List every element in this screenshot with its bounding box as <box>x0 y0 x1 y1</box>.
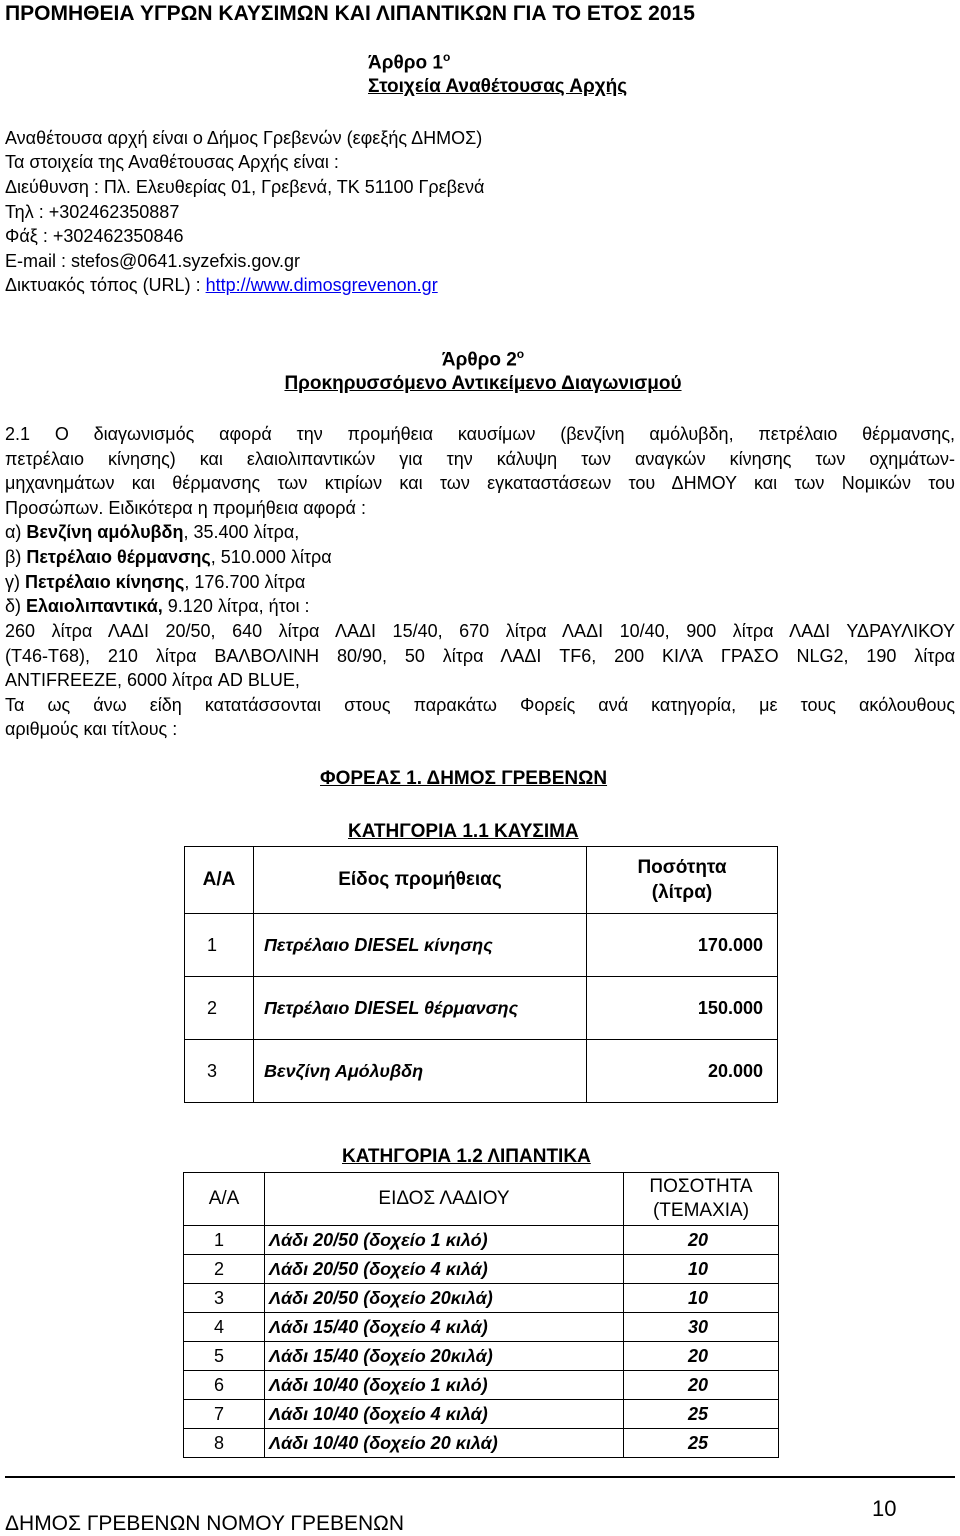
art2-paragraph-line: πετρέλαιο κίνησης) και ελαιολιπαντικών για την κάλυψη των αναγκών κίνησης των οχημάτων- <box>5 449 955 469</box>
art1-line: Αναθέτουσα αρχή είναι ο Δήμος Γρεβενών (εφεξής ΔΗΜΟΣ) <box>5 128 483 148</box>
row-number: 1 <box>185 914 254 977</box>
row-quantity: 20 <box>624 1371 779 1400</box>
art1-line: E-mail : stefos@0641.syzefxis.gov.gr <box>5 251 301 271</box>
lubricant-detail-line: ANTIFREEZE, 6000 λίτρα AD BLUE, <box>5 670 300 690</box>
category-2-title: ΚΑΤΗΓΟΡΙΑ 1.2 ΛΙΠΑΝΤΙΚΑ <box>342 1146 591 1167</box>
foreas-title: ΦΟΡΕΑΣ 1. ΔΗΜΟΣ ΓΡΕΒΕΝΩΝ <box>320 768 608 789</box>
table-row <box>185 914 778 977</box>
website-link[interactable]: http://www.dimosgrevenon.gr <box>205 275 438 295</box>
table-row <box>184 1371 779 1400</box>
page-number: 10 <box>872 1496 897 1521</box>
supply-item: δ) Ελαιολιπαντικά, 9.120 λίτρα, ήτοι : <box>5 596 310 616</box>
row-quantity: 30 <box>624 1313 779 1342</box>
url-line: Δικτυακός τόπος (URL) : http://www.dimosgrevenon.gr <box>5 275 438 295</box>
table-row <box>184 1400 779 1429</box>
closing-line: Τα ως άνω είδη κατατάσσονται στους παρακάτω Φορείς ανά κατηγορία, με τους ακόλουθους <box>5 695 955 715</box>
article-2-subtitle: Προκηρυσσόμενο Αντικείμενο Διαγωνισμού <box>284 373 682 394</box>
art2-paragraph-line: Προσώπων. Ειδικότερα η προμήθεια αφορά : <box>5 498 366 518</box>
row-item: Λάδι 15/40 (δοχείο 4 κιλά) <box>265 1313 624 1342</box>
row-quantity: 20.000 <box>587 1040 778 1103</box>
header-aa: Α/Α <box>185 847 254 914</box>
row-number: 2 <box>185 977 254 1040</box>
art2-paragraph-line: μηχανημάτων και θέρμανσης των κτιρίων και των εγκαταστάσεων του ΔΗΜΟΥ και των Νομικών του <box>5 473 955 493</box>
row-item: Πετρέλαιο DIESEL κίνησης <box>254 914 587 977</box>
page-title: ΠΡΟΜΗΘΕΙΑ ΥΓΡΩΝ ΚΑΥΣΙΜΩΝ ΚΑΙ ΛΙΠΑΝΤΙΚΩΝ ΓΙΑ ΤΟ ΕΤΟΣ 2015 <box>5 2 695 25</box>
category-1-title: ΚΑΤΗΓΟΡΙΑ 1.1 ΚΑΥΣΙΜΑ <box>348 821 579 842</box>
closing-line: αριθμούς και τίτλους : <box>5 719 178 739</box>
article-1-heading: Άρθρο $1^o$ <box>368 50 451 74</box>
row-item: Λάδι 20/50 (δοχείο 1 κιλό) <box>265 1226 624 1255</box>
row-item: Λάδι 15/40 (δοχείο 20κιλά) <box>265 1342 624 1371</box>
article-1-subtitle: Στοιχεία Αναθέτουσας Αρχής <box>368 76 628 97</box>
row-number: 3 <box>184 1284 265 1313</box>
row-number: 4 <box>184 1313 265 1342</box>
row-quantity: 170.000 <box>587 914 778 977</box>
supply-item: β) Πετρέλαιο θέρμανσης, 510.000 λίτρα <box>5 547 332 567</box>
footer-text: ΔΗΜΟΣ ΓΡΕΒΕΝΩΝ ΝΟΜΟΥ ΓΡΕΒΕΝΩΝ <box>5 1512 405 1535</box>
row-number: 5 <box>184 1342 265 1371</box>
row-item: Λάδι 20/50 (δοχείο 20κιλά) <box>265 1284 624 1313</box>
row-number: 8 <box>184 1429 265 1458</box>
row-quantity: 25 <box>624 1429 779 1458</box>
art1-line: Διεύθυνση : Πλ. Ελευθερίας 01, Γρεβενά, ΤΚ 51100 Γρεβενά <box>5 177 485 197</box>
supply-item: α) Βενζίνη αμόλυβδη, 35.400 λίτρα, <box>5 522 300 542</box>
fuel-table <box>184 846 778 1103</box>
supply-item: γ) Πετρέλαιο κίνησης, 176.700 λίτρα <box>5 572 306 592</box>
row-item: Λάδι 10/40 (δοχείο 1 κιλό) <box>265 1371 624 1400</box>
art1-line: Τηλ : +302462350887 <box>5 202 180 222</box>
row-item: Πετρέλαιο DIESEL θέρμανσης <box>254 977 587 1040</box>
art2-paragraph-line: 2.1 Ο διαγωνισμός αφορά την προμήθεια καυσίμων (βενζίνη αμόλυβδη, πετρέλαιο θέρμανσης, <box>5 424 955 444</box>
table-header-row <box>185 847 778 914</box>
header-aa: Α/Α <box>184 1173 265 1226</box>
art1-line: Φάξ : +302462350846 <box>5 226 184 246</box>
header-item: Είδος προμήθειας <box>254 847 587 914</box>
table-row <box>184 1313 779 1342</box>
row-number: 3 <box>185 1040 254 1103</box>
table-header-row <box>184 1173 779 1226</box>
lubricants-table <box>183 1172 779 1458</box>
row-item: Λάδι 10/40 (δοχείο 20 κιλά) <box>265 1429 624 1458</box>
table-row <box>184 1342 779 1371</box>
table-row <box>184 1255 779 1284</box>
lubricant-detail-line: 260 λίτρα ΛΑΔΙ 20/50, 640 λίτρα ΛΑΔΙ 15/40, 670 λίτρα ΛΑΔΙ 10/40, 900 λίτρα ΛΑΔΙ ΥΔΡΑΥΛΙΚΟΥ <box>5 621 955 641</box>
table-row <box>185 977 778 1040</box>
row-number: 1 <box>184 1226 265 1255</box>
header-item: ΕΙΔΟΣ ΛΑΔΙΟΥ <box>265 1173 624 1226</box>
footer-divider <box>5 1476 955 1478</box>
row-number: 7 <box>184 1400 265 1429</box>
row-quantity: 25 <box>624 1400 779 1429</box>
row-quantity: 20 <box>624 1342 779 1371</box>
table-row <box>185 1040 778 1103</box>
table-row <box>184 1284 779 1313</box>
row-quantity: 20 <box>624 1226 779 1255</box>
row-number: 2 <box>184 1255 265 1284</box>
header-quantity: Ποσότητα (λίτρα) <box>587 847 778 914</box>
row-item: Λάδι 10/40 (δοχείο 4 κιλά) <box>265 1400 624 1429</box>
row-quantity: 10 <box>624 1284 779 1313</box>
art1-line: Τα στοιχεία της Αναθέτουσας Αρχής είναι : <box>5 152 339 172</box>
lubricant-detail-line: (T46-T68), 210 λίτρα ΒΑΛΒΟΛΙΝΗ 80/90, 50 λίτρα ΛΑΔΙ TF6, 200 ΚΙΛΆ ΓΡΑΣΟ NLG2, 190 λίτρα <box>5 646 955 666</box>
row-number: 6 <box>184 1371 265 1400</box>
article-2-heading: Άρθρο $2^o$ <box>441 347 525 371</box>
table-row <box>184 1226 779 1255</box>
row-quantity: 150.000 <box>587 977 778 1040</box>
header-quantity: ΠΟΣΟΤΗΤΑ (ΤΕΜΑΧΙΑ) <box>624 1173 779 1226</box>
row-quantity: 10 <box>624 1255 779 1284</box>
row-item: Βενζίνη Αμόλυβδη <box>254 1040 587 1103</box>
row-item: Λάδι 20/50 (δοχείο 4 κιλά) <box>265 1255 624 1284</box>
table-row <box>184 1429 779 1458</box>
